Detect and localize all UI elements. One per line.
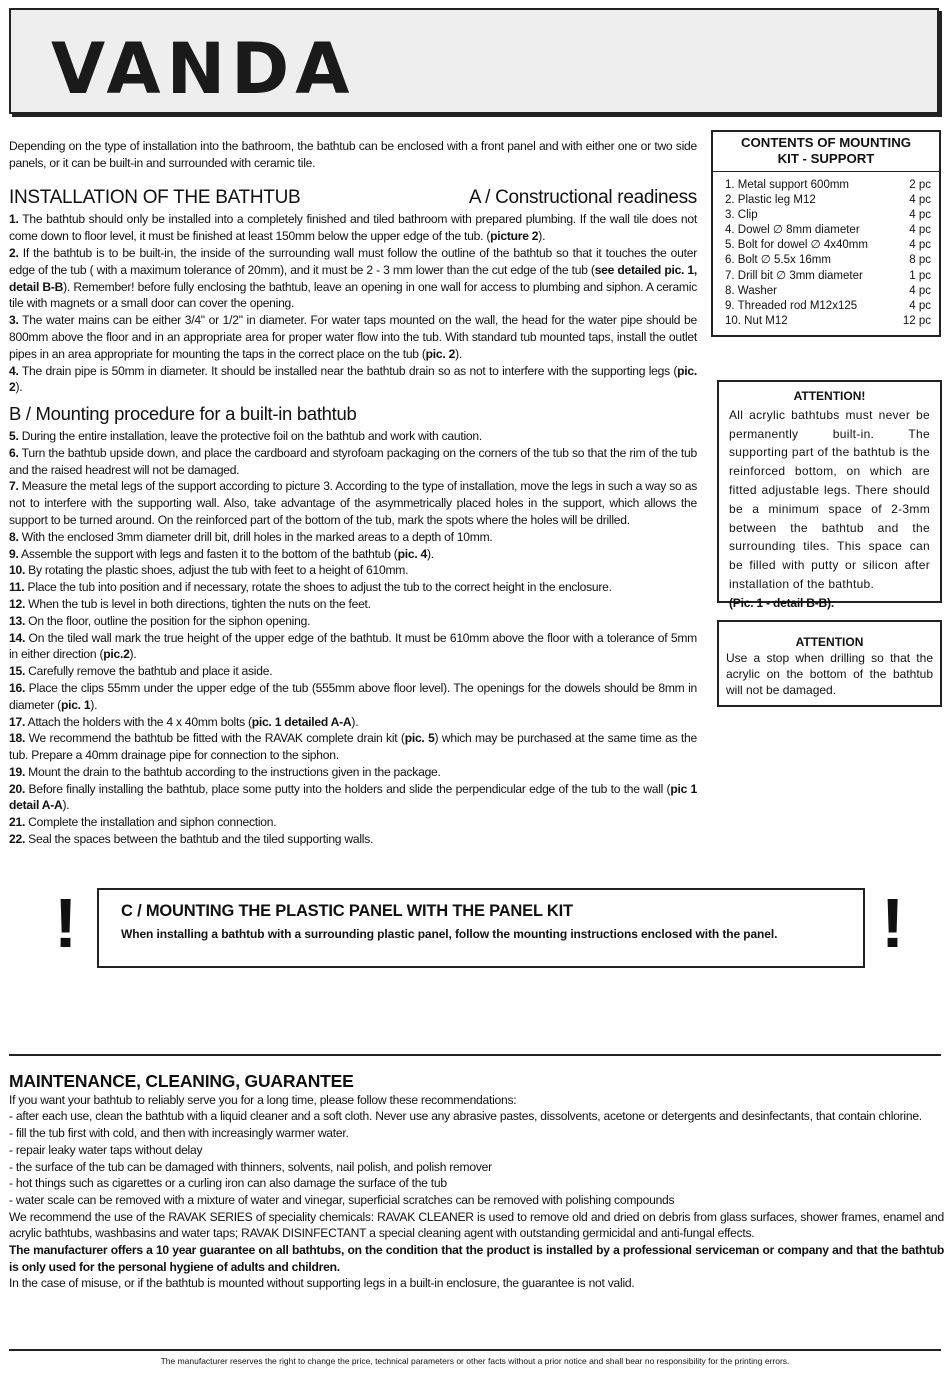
instruction-item <box>9 831 697 848</box>
instruction-number: 20. <box>9 781 26 796</box>
instruction-text: ). <box>15 380 23 395</box>
instruction-number: 2. <box>9 245 19 260</box>
instruction-text: The water mains can be either 3/4" or 1/2" in diameter. For water taps mounted on the wall, the head for the water pipe should be 800mm above the floor and in an appropriate area for proper water flow into the tub. With standard tub mounted taps, install the outlet pipes in an area appropriate for mounting the taps in the correct place on the tub ( <box>9 313 697 361</box>
instruction-reference: see detailed pic. 1, detail B-B <box>9 262 697 294</box>
kit-item-quantity: 4 pc <box>909 194 931 207</box>
instruction-text: Mount the drain to the bathtub according to the instructions given in the package. <box>25 764 441 779</box>
instruction-item <box>9 428 697 445</box>
instruction-item <box>9 630 697 664</box>
instruction-text: When the tub is level in both directions, tighten the nuts on the feet. <box>25 596 371 611</box>
kit-item-quantity: 8 pc <box>909 254 931 267</box>
kit-item-label: 6. Bolt ∅ 5.5x 16mm <box>725 254 831 267</box>
misuse-text: In the case of misuse, or if the bathtub is mounted without supporting legs in a built-in enclosure, the guarantee is not valid. <box>9 1276 635 1291</box>
instruction-text: Carefully remove the bathtub and place it aside. <box>25 664 273 679</box>
divider-footer <box>9 1349 941 1351</box>
attention-text: All acrylic bathtubs must never be permanently built-in. The supporting part of the bathtub is the reinforced bottom, on which are fitted adjustable legs. There should be a minimum space of 2-3mm between the bathtub and the surrounding tiles. This space can be filled with putty or silicon after installation of the bathtub. <box>729 407 930 591</box>
attention-title: ATTENTION! <box>793 389 866 403</box>
kit-item <box>721 299 931 314</box>
instruction-text: The drain pipe is 50mm in diameter. It should be installed near the bathtub drain so as not to interfere with the supporting legs ( <box>18 363 678 378</box>
instruction-reference: pic. 5 <box>404 731 435 746</box>
instruction-text: The bathtub should only be installed into a completely finished and tiled bathroom with prepared plumbing. If the wall tile does not come down to floor level, it must be finished at least 150mm below the upper edge of the tub. ( <box>9 212 697 244</box>
kit-item-quantity: 4 pc <box>909 299 931 312</box>
instruction-text: ). <box>129 647 137 662</box>
instruction-text: Place the tub into position and if necessary, rotate the shoes to adjust the tub to the correct height in the enclosure. <box>24 580 612 595</box>
kit-divider <box>713 171 939 172</box>
instruction-text: Before finally installing the bathtub, place some putty into the holders and slide the perpendicular edge of the tub to the wall ( <box>25 781 671 796</box>
instruction-number: 19. <box>9 764 26 779</box>
maintenance-lines <box>9 1092 944 1242</box>
maintenance-line: - water scale can be removed with a mixture of water and vinegar, superficial scratches can be removed with polishing compounds <box>9 1192 675 1207</box>
instruction-item <box>9 680 697 714</box>
kit-item <box>721 208 931 223</box>
attention-box-built-in <box>717 380 942 610</box>
instruction-item <box>9 781 697 815</box>
section-a-subtitle: A / Constructional readiness <box>468 186 697 208</box>
instruction-text: ). <box>90 697 98 712</box>
maintenance-line: If you want your bathtub to reliably serve you for a long time, please follow these recommendations: <box>9 1092 517 1107</box>
attention-drilling-text: Use a stop when drilling so that the acrylic on the bottom of the bathtub will not be damaged. <box>726 651 933 697</box>
instruction-text: Measure the metal legs of the support according to picture 3. According to the type of installation, move the legs in such a way so as not to interfere with the supporting wall. Also, take advantage of the asymmetrically placed holes in the support, which allows the support to be turned around. On the reinforced part of the bottom of the tub, mark the spots where the holes will be drilled. <box>9 479 697 527</box>
instruction-number: 12. <box>9 596 26 611</box>
kit-item <box>721 223 931 238</box>
kit-item-label: 8. Washer <box>725 284 777 297</box>
instruction-number: 7. <box>9 479 19 494</box>
instruction-reference: pic. 2 <box>425 346 456 361</box>
instruction-item <box>9 730 697 764</box>
instruction-item <box>9 363 697 397</box>
instruction-text: Complete the installation and siphon connection. <box>25 815 277 830</box>
instruction-reference: pic.2 <box>103 647 130 662</box>
instruction-text: On the floor, outline the position for the siphon opening. <box>25 613 311 628</box>
section-c-title: C / MOUNTING THE PLASTIC PANEL WITH THE PANEL KIT <box>121 902 573 920</box>
kit-item-quantity: 4 pc <box>909 284 931 297</box>
kit-title-line2: KIT - SUPPORT <box>777 150 875 166</box>
footer-disclaimer: The manufacturer reserves the right to change the price, technical parameters or other facts without a prior notice and shall bear no responsibility for the printing errors. <box>160 1356 790 1366</box>
kit-item <box>721 178 931 193</box>
instruction-text: Place the clips 55mm under the upper edge of the tub (555mm above floor level). The openings for the dowels should be 8mm in diameter ( <box>9 680 697 712</box>
instruction-item <box>9 245 697 312</box>
kit-item <box>721 253 931 268</box>
brand-title: VANDA <box>51 28 356 110</box>
instruction-item <box>9 546 697 563</box>
instruction-reference: pic. 4 <box>397 546 428 561</box>
exclamation-right: ! <box>881 884 905 962</box>
kit-title-line1: CONTENTS OF MOUNTING <box>741 135 911 150</box>
kit-item-label: 9. Threaded rod M12x125 <box>725 299 858 312</box>
instruction-item <box>9 529 697 546</box>
kit-item <box>721 238 931 253</box>
instruction-reference: pic 1 detail A-A <box>9 781 698 813</box>
section-a-heading <box>9 186 697 208</box>
kit-item-label: 10. Nut M12 <box>725 314 788 327</box>
instruction-item <box>9 445 697 479</box>
instruction-text: ). <box>455 346 462 361</box>
instruction-number: 21. <box>9 815 26 830</box>
instruction-text: ). <box>538 229 546 244</box>
instruction-number: 9. <box>9 546 19 561</box>
maintenance-section <box>9 1073 944 1292</box>
instruction-text: Turn the bathtub upside down, and place the cardboard and styrofoam packaging on the corners of the tub so that the rim of the tub and the raised headrest will not be damaged. <box>9 445 697 477</box>
panel-kit-box <box>97 888 865 968</box>
maintenance-line: - after each use, clean the bathtub with a liquid cleaner and a soft cloth. Never use any abrasive pastes, dissolvents, acetone or detergents and desinfectants, that contain chlorine. <box>9 1109 922 1124</box>
mounting-kit-box <box>711 130 941 337</box>
instruction-number: 14. <box>9 630 26 645</box>
instruction-number: 1. <box>9 212 19 227</box>
instruction-number: 18. <box>9 731 26 746</box>
kit-item-quantity: 12 pc <box>902 314 931 327</box>
kit-item <box>721 269 931 284</box>
instruction-text: If the bathtub is to be built-in, the inside of the surrounding wall must follow the outline of the bathtub so that it touches the outer edge of the tub ( with a maximum tolerance of 20mm), and it must be 2 - 3 mm lower than the cut edge of the tub ( <box>9 245 697 277</box>
instruction-number: 4. <box>9 363 19 378</box>
kit-item-quantity: 4 pc <box>909 224 931 237</box>
instruction-number: 22. <box>9 832 26 847</box>
instruction-text: With the enclosed 3mm diameter drill bit, drill holes in the marked areas to a depth of 10mm. <box>18 529 493 544</box>
section-a-title: INSTALLATION OF THE BATHTUB <box>9 186 301 208</box>
attention-reference: (Pic. 1 - detail B-B). <box>729 595 834 610</box>
kit-item-label: 1. Metal support 600mm <box>725 179 850 191</box>
instruction-text: Attach the holders with the 4 x 40mm bolts ( <box>25 714 252 729</box>
main-column <box>9 138 697 848</box>
instruction-item <box>9 579 697 596</box>
instruction-text: Assemble the support with legs and fasten it to the bottom of the bathtub ( <box>18 546 398 561</box>
kit-item-label: 5. Bolt for dowel ∅ 4x40mm <box>725 239 868 252</box>
instruction-item <box>9 562 697 579</box>
section-a-list <box>9 211 697 396</box>
kit-item-label: 4. Dowel ∅ 8mm diameter <box>725 224 860 237</box>
kit-item-quantity: 1 pc <box>909 269 931 282</box>
section-b-list <box>9 428 697 848</box>
instruction-item <box>9 312 697 362</box>
divider-maintenance <box>9 1054 941 1056</box>
instruction-number: 8. <box>9 529 19 544</box>
maintenance-line: - fill the tub first with cold, and then with increasingly warmer water. <box>9 1126 349 1141</box>
exclamation-left: ! <box>54 884 78 962</box>
kit-item-label: 3. Clip <box>725 209 758 222</box>
instruction-text: ) which may be purchased at the same time as the tub. Prepare a 40mm drainage pipe for connection to the siphon. <box>9 731 697 763</box>
instruction-item <box>9 714 697 731</box>
instruction-text: By rotating the plastic shoes, adjust the tub with feet to a height of 610mm. <box>25 563 409 578</box>
instruction-item <box>9 613 697 630</box>
intro-text: Depending on the type of installation into the bathroom, the bathtub can be enclosed with a front panel and with either one or two side panels, or it can be built-in and surrounded with ceramic tile. <box>9 139 697 170</box>
instruction-item <box>9 764 697 781</box>
section-c-text: When installing a bathtub with a surrounding plastic panel, follow the mounting instructions enclosed with the panel. <box>121 927 778 941</box>
instruction-number: 5. <box>9 428 19 443</box>
instruction-number: 13. <box>9 613 26 628</box>
kit-item <box>721 314 931 329</box>
maintenance-line: We recommend the use of the RAVAK SERIES of speciality chemicals: RAVAK CLEANER is used to remove old and dried on debris from glass surfaces, shower frames, enamel and acrylic bathtubs, washbasins and water taps; RAVAK DISINFECTANT a special cleaning agent with outstanding germicidal and anti-fungal effects. <box>9 1209 944 1241</box>
instruction-number: 3. <box>9 313 19 328</box>
instruction-number: 10. <box>9 563 26 578</box>
kit-title <box>721 135 931 166</box>
instruction-reference: pic. 1 <box>60 697 91 712</box>
attention-box-drilling <box>717 620 942 707</box>
instruction-number: 15. <box>9 664 26 679</box>
kit-item-quantity: 4 pc <box>909 209 931 222</box>
kit-item-label: 7. Drill bit ∅ 3mm diameter <box>725 269 863 282</box>
instruction-number: 6. <box>9 445 19 460</box>
maintenance-line: - hot things such as cigarettes or a curling iron can also damage the surface of the tub <box>9 1176 447 1191</box>
instruction-reference: pic. 2 <box>9 363 697 395</box>
kit-item-quantity: 4 pc <box>909 239 931 252</box>
guarantee-text: The manufacturer offers a 10 year guarantee on all bathtubs, on the condition that the product is installed by a professional serviceman or company and that the bathtub is only used for the personal hygiene of adults and children. <box>9 1243 944 1274</box>
instruction-item <box>9 211 697 245</box>
kit-item <box>721 193 931 208</box>
instruction-reference: pic. 1 detailed A-A <box>251 714 352 729</box>
instruction-number: 17. <box>9 714 26 729</box>
instruction-number: 16. <box>9 680 26 695</box>
maintenance-title: MAINTENANCE, CLEANING, GUARANTEE <box>9 1071 354 1091</box>
kit-item-label: 2. Plastic leg M12 <box>725 194 816 207</box>
kit-item <box>721 284 931 299</box>
instruction-text: Seal the spaces between the bathtub and the tiled supporting walls. <box>25 832 374 847</box>
instruction-item <box>9 596 697 613</box>
instruction-text: ). <box>62 798 70 813</box>
header-banner <box>9 8 939 114</box>
maintenance-line: - repair leaky water taps without delay <box>9 1142 203 1157</box>
section-b-title: B / Mounting procedure for a built-in bathtub <box>9 403 357 425</box>
instruction-text: ). <box>427 546 434 561</box>
instruction-item <box>9 814 697 831</box>
kit-list <box>721 178 931 329</box>
instruction-item <box>9 478 697 528</box>
attention-drilling-title: ATTENTION <box>795 635 864 649</box>
instruction-number: 11. <box>9 580 25 595</box>
instruction-item <box>9 663 697 680</box>
instruction-text: We recommend the bathtub be fitted with the RAVAK complete drain kit ( <box>25 731 405 746</box>
maintenance-line: - the surface of the tub can be damaged with thinners, solvents, nail polish, and polish remover <box>9 1159 492 1174</box>
instruction-reference: picture 2 <box>490 229 539 244</box>
kit-item-quantity: 2 pc <box>909 179 931 191</box>
instruction-text: ). <box>351 714 359 729</box>
instruction-text: On the tiled wall mark the true height of the upper edge of the bathtub. It must be 610mm above the floor with a tolerance of 5mm in either direction ( <box>9 630 697 662</box>
instruction-text: During the entire installation, leave the protective foil on the bathtub and work with caution. <box>18 428 482 443</box>
instruction-text: ). Remember! before fully enclosing the bathtub, leave an opening in one wall for access to plumbing and siphon. A ceramic tile with magnets or a small door can cover the opening. <box>9 279 697 311</box>
